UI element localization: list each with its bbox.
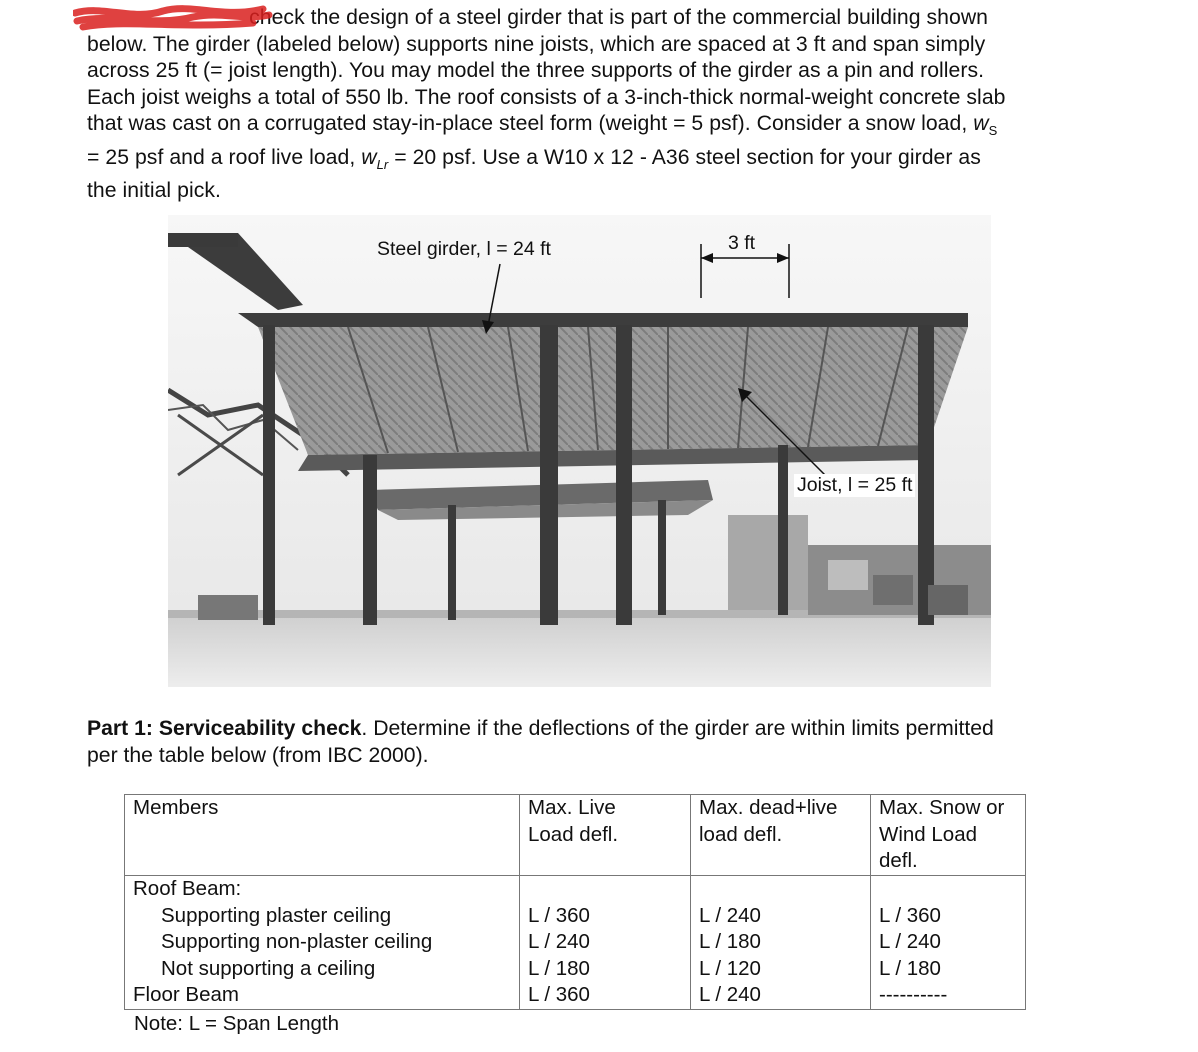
- group-label: Roof Beam:: [133, 877, 242, 900]
- snow-value: ----------: [879, 983, 948, 1006]
- intro-line-3: across 25 ft (= joist length). You may model the three supports of the girder as a pin and rollers.: [87, 59, 985, 82]
- spacing-dimension-icon: [696, 244, 796, 300]
- part1-line-2: per the table below (from IBC 2000).: [87, 743, 429, 767]
- intro-line-1: check the design of a steel girder that is part of the commercial building shown: [87, 5, 1087, 32]
- red-scribble-icon: [73, 3, 273, 33]
- live-value: L / 360: [528, 903, 590, 927]
- member-name: Supporting non-plaster ceiling: [161, 930, 433, 953]
- dead-live-cell: [691, 876, 871, 1010]
- live-cell: [520, 876, 691, 1010]
- header-snow-wind: Max. Snow or Wind Load defl.: [871, 795, 1026, 876]
- dead-live-value: L / 240: [699, 903, 761, 927]
- snow-value: L / 240: [879, 930, 941, 953]
- deflection-limits-table: [124, 794, 1026, 1010]
- live-value: L / 360: [528, 983, 590, 1006]
- intro-line-2: below. The girder (labeled below) supports nine joists, which are spaced at 3 ft and span simply: [87, 32, 986, 56]
- header-live: Max. Live Load defl.: [520, 795, 691, 876]
- dead-live-value: L / 120: [699, 956, 761, 980]
- intro-line-7: the initial pick.: [87, 179, 221, 203]
- table-note: Note: L = Span Length: [134, 1012, 339, 1035]
- part1-line-1: Part 1: Serviceability check. Determine if the deflections of the girder are within limits permitted: [87, 717, 994, 740]
- dead-live-value: L / 240: [699, 983, 761, 1006]
- member-name: Not supporting a ceiling: [161, 956, 376, 980]
- part1-heading: [87, 716, 1087, 769]
- header-dead-live: Max. dead+live load defl.: [691, 795, 871, 876]
- table-header-row: [125, 795, 1026, 876]
- snow-value: L / 180: [879, 956, 941, 980]
- member-name: Supporting plaster ceiling: [161, 903, 392, 927]
- joist-label: Joist, l = 25 ft: [794, 474, 915, 497]
- girder-arrow-icon: [480, 262, 510, 337]
- girder-label: Steel girder, l = 24 ft: [377, 238, 551, 260]
- header-members: Members: [125, 795, 520, 876]
- intro-line-5: that was cast on a corrugated stay-in-place steel form (weight = 5 psf). Consider a snow load, $w_S$: [87, 112, 998, 139]
- member-name: Floor Beam: [133, 983, 239, 1006]
- problem-statement: [87, 5, 1087, 205]
- intro-line-6: = 25 psf and a roof live load, $w_{Lr} = 20$ psf. Use a W10 x 12 - A36 steel section for your girder as: [87, 145, 981, 172]
- table-row: [125, 876, 1026, 1010]
- dead-live-value: L / 180: [699, 930, 761, 953]
- steel-frame-illustration: [168, 215, 991, 687]
- members-cell: [125, 876, 520, 1010]
- redacted-text: [87, 5, 243, 32]
- live-value: L / 180: [528, 956, 590, 980]
- building-photo: [168, 215, 991, 687]
- intro-line-4: Each joist weighs a total of 550 lb. The roof consists of a 3-inch-thick normal-weight concrete slab: [87, 85, 1006, 109]
- live-value: L / 240: [528, 930, 590, 953]
- snow-cell: [871, 876, 1026, 1010]
- snow-value: L / 360: [879, 903, 941, 927]
- spacing-label: 3 ft: [728, 232, 756, 254]
